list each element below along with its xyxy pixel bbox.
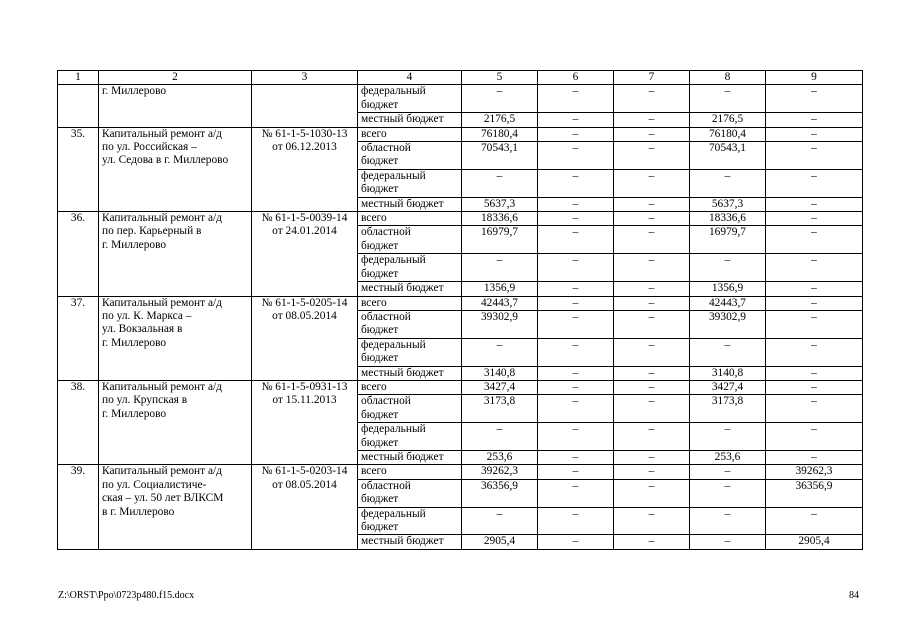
- value-cell-6: –: [538, 296, 614, 310]
- value-cell-7: –: [614, 169, 690, 197]
- table-row: [58, 212, 863, 226]
- row-number: 37.: [58, 296, 99, 380]
- value-cell-9: –: [766, 338, 863, 366]
- value-cell-6: –: [538, 226, 614, 254]
- object-name-line: Капитальный ремонт а/д: [102, 296, 222, 309]
- value-cell-5: 39302,9: [462, 310, 538, 338]
- contract-number: [252, 465, 358, 549]
- object-name-line: г. Миллерово: [102, 336, 167, 349]
- value-cell-8: 2176,5: [690, 113, 766, 127]
- funding-source-line: бюджет: [361, 436, 399, 449]
- value-cell-5: 39262,3: [462, 465, 538, 479]
- value-cell-5: 3173,8: [462, 395, 538, 423]
- value-cell-7: –: [614, 465, 690, 479]
- contract-line: от 06.12.2013: [272, 141, 337, 154]
- value-cell-6: –: [538, 142, 614, 170]
- object-name: [99, 85, 252, 127]
- funding-source-line: федеральный: [361, 338, 426, 351]
- value-cell-8: 70543,1: [690, 142, 766, 170]
- object-name-line: по ул. Крупская в: [102, 394, 188, 407]
- funding-source-line: бюджет: [361, 493, 399, 506]
- funding-source-line: бюджет: [361, 521, 399, 533]
- value-cell-8: –: [690, 479, 766, 507]
- object-name-line: Капитальный ремонт а/д: [102, 127, 222, 140]
- value-cell-6: –: [538, 197, 614, 211]
- value-cell-8: 39302,9: [690, 310, 766, 338]
- value-cell-9: –: [766, 169, 863, 197]
- value-cell-7: –: [614, 338, 690, 366]
- funding-source: [358, 310, 462, 338]
- table-body: [58, 71, 863, 550]
- funding-source: [358, 127, 462, 141]
- value-cell-6: –: [538, 338, 614, 366]
- contract-line: № 61-1-5-1030-13: [261, 127, 348, 140]
- value-cell-7: –: [614, 296, 690, 310]
- funding-source: [358, 226, 462, 254]
- value-cell-5: 1356,9: [462, 282, 538, 296]
- page-number: 84: [849, 590, 859, 601]
- value-cell-5: 253,6: [462, 450, 538, 464]
- row-number: 35.: [58, 127, 99, 211]
- value-cell-5: 3427,4: [462, 380, 538, 394]
- table-row: [58, 296, 863, 310]
- value-cell-5: 36356,9: [462, 479, 538, 507]
- funding-source: [358, 380, 462, 394]
- contract-line: № 61-1-5-0039-14: [261, 212, 348, 225]
- contract-number: [252, 85, 358, 127]
- object-name: [99, 127, 252, 211]
- funding-source-line: бюджет: [361, 98, 399, 111]
- header-cell-9: 9: [766, 71, 863, 85]
- value-cell-9: 36356,9: [766, 479, 863, 507]
- funding-source-line: бюджет: [361, 324, 399, 337]
- header-cell-8: 8: [690, 71, 766, 85]
- funding-source: [358, 197, 462, 211]
- value-cell-5: –: [462, 507, 538, 535]
- funding-source-line: бюджет: [361, 408, 399, 421]
- value-cell-6: –: [538, 282, 614, 296]
- object-name: [99, 212, 252, 296]
- funding-source: [358, 465, 462, 479]
- object-name-line: Капитальный ремонт а/д: [102, 212, 222, 225]
- value-cell-5: 70543,1: [462, 142, 538, 170]
- value-cell-7: –: [614, 85, 690, 113]
- value-cell-5: 2176,5: [462, 113, 538, 127]
- value-cell-8: –: [690, 169, 766, 197]
- value-cell-9: –: [766, 395, 863, 423]
- value-cell-7: –: [614, 142, 690, 170]
- value-cell-8: 76180,4: [690, 127, 766, 141]
- funding-source-line: областной: [361, 395, 411, 408]
- funding-source-line: местный бюджет: [361, 535, 444, 548]
- funding-source: [358, 423, 462, 451]
- funding-source-line: всего: [361, 380, 387, 393]
- row-number: 38.: [58, 380, 99, 464]
- value-cell-6: –: [538, 85, 614, 113]
- funding-source: [358, 296, 462, 310]
- contract-line: от 15.11.2013: [272, 394, 337, 407]
- funding-source-line: бюджет: [361, 267, 399, 280]
- value-cell-9: –: [766, 212, 863, 226]
- value-cell-6: –: [538, 169, 614, 197]
- object-name-line: ул. Седова в г. Миллерово: [102, 154, 229, 167]
- value-cell-6: –: [538, 127, 614, 141]
- header-cell-1: 1: [58, 71, 99, 85]
- value-cell-7: –: [614, 366, 690, 380]
- row-number: [58, 85, 99, 127]
- value-cell-8: –: [690, 423, 766, 451]
- header-cell-4: 4: [358, 71, 462, 85]
- value-cell-6: –: [538, 113, 614, 127]
- funding-source: [358, 366, 462, 380]
- funding-source: [358, 85, 462, 113]
- value-cell-7: –: [614, 282, 690, 296]
- header-cell-3: 3: [252, 71, 358, 85]
- contract-number: [252, 296, 358, 380]
- value-cell-7: –: [614, 395, 690, 423]
- value-cell-9: –: [766, 226, 863, 254]
- funding-source-line: местный бюджет: [361, 282, 444, 295]
- funding-source: [358, 169, 462, 197]
- value-cell-5: –: [462, 423, 538, 451]
- value-cell-6: –: [538, 212, 614, 226]
- funding-source-line: областной: [361, 226, 411, 239]
- object-name-line: Капитальный ремонт а/д: [102, 465, 222, 478]
- value-cell-8: –: [690, 507, 766, 535]
- value-cell-9: –: [766, 310, 863, 338]
- value-cell-9: –: [766, 450, 863, 464]
- contract-line: от 08.05.2014: [272, 478, 337, 491]
- funding-source-line: местный бюджет: [361, 197, 444, 210]
- funding-source: [358, 395, 462, 423]
- value-cell-5: –: [462, 338, 538, 366]
- value-cell-9: –: [766, 85, 863, 113]
- value-cell-9: 39262,3: [766, 465, 863, 479]
- funding-source-line: областной: [361, 479, 411, 492]
- table-row: [58, 465, 863, 479]
- funding-source: [358, 479, 462, 507]
- funding-source-line: бюджет: [361, 155, 399, 168]
- value-cell-7: –: [614, 450, 690, 464]
- value-cell-6: –: [538, 479, 614, 507]
- value-cell-8: –: [690, 254, 766, 282]
- funding-source-line: федеральный: [361, 507, 426, 520]
- value-cell-9: –: [766, 366, 863, 380]
- value-cell-7: –: [614, 535, 690, 549]
- funding-source-line: бюджет: [361, 239, 399, 252]
- value-cell-6: –: [538, 535, 614, 549]
- value-cell-7: –: [614, 197, 690, 211]
- object-name-line: по ул. Социалистиче-: [102, 478, 207, 491]
- value-cell-8: 5637,3: [690, 197, 766, 211]
- funding-source: [358, 282, 462, 296]
- value-cell-8: –: [690, 85, 766, 113]
- contract-line: № 61-1-5-0203-14: [261, 465, 348, 478]
- funding-source-line: федеральный: [361, 169, 426, 182]
- value-cell-5: 76180,4: [462, 127, 538, 141]
- contract-number: [252, 212, 358, 296]
- row-number: 39.: [58, 465, 99, 549]
- funding-source-line: всего: [361, 127, 387, 140]
- value-cell-8: 1356,9: [690, 282, 766, 296]
- value-cell-6: –: [538, 366, 614, 380]
- value-cell-7: –: [614, 226, 690, 254]
- funding-source-line: федеральный: [361, 254, 426, 267]
- value-cell-5: –: [462, 254, 538, 282]
- value-cell-9: –: [766, 254, 863, 282]
- value-cell-9: –: [766, 197, 863, 211]
- funding-source-line: бюджет: [361, 352, 399, 365]
- object-name-line: по ул. Российская –: [102, 141, 197, 154]
- header-cell-7: 7: [614, 71, 690, 85]
- object-name: [99, 296, 252, 380]
- funding-source: [358, 338, 462, 366]
- value-cell-8: 16979,7: [690, 226, 766, 254]
- value-cell-8: –: [690, 535, 766, 549]
- table-row: [58, 127, 863, 141]
- funding-source-line: местный бюджет: [361, 450, 444, 463]
- header-cell-6: 6: [538, 71, 614, 85]
- value-cell-6: –: [538, 465, 614, 479]
- value-cell-7: –: [614, 127, 690, 141]
- value-cell-5: 42443,7: [462, 296, 538, 310]
- table-row: [58, 380, 863, 394]
- funding-source-line: всего: [361, 465, 387, 478]
- funding-source: [358, 535, 462, 549]
- value-cell-6: –: [538, 423, 614, 451]
- contract-number: [252, 380, 358, 464]
- header-cell-2: 2: [99, 71, 252, 85]
- value-cell-5: 2905,4: [462, 535, 538, 549]
- budget-table: [57, 70, 863, 550]
- table-header-row: [58, 71, 863, 85]
- value-cell-5: –: [462, 169, 538, 197]
- funding-source-line: федеральный: [361, 423, 426, 436]
- value-cell-9: –: [766, 423, 863, 451]
- value-cell-9: –: [766, 380, 863, 394]
- funding-source-line: федеральный: [361, 85, 426, 98]
- header-cell-5: 5: [462, 71, 538, 85]
- funding-source-line: местный бюджет: [361, 113, 444, 126]
- object-name-line: по пер. Карьерный в: [102, 225, 202, 238]
- value-cell-8: 3427,4: [690, 380, 766, 394]
- value-cell-8: 18336,6: [690, 212, 766, 226]
- object-name-line: г. Миллерово: [102, 238, 167, 251]
- value-cell-8: –: [690, 338, 766, 366]
- object-name: [99, 380, 252, 464]
- value-cell-6: –: [538, 380, 614, 394]
- value-cell-6: –: [538, 507, 614, 535]
- value-cell-8: 42443,7: [690, 296, 766, 310]
- value-cell-7: –: [614, 507, 690, 535]
- funding-source-line: всего: [361, 296, 387, 309]
- funding-source: [358, 450, 462, 464]
- value-cell-9: –: [766, 282, 863, 296]
- contract-line: от 24.01.2014: [272, 225, 337, 238]
- value-cell-7: –: [614, 423, 690, 451]
- value-cell-5: 3140,8: [462, 366, 538, 380]
- value-cell-9: –: [766, 296, 863, 310]
- funding-source-line: местный бюджет: [361, 366, 444, 379]
- value-cell-8: –: [690, 465, 766, 479]
- value-cell-7: –: [614, 212, 690, 226]
- value-cell-6: –: [538, 310, 614, 338]
- object-name-line: ул. Вокзальная в: [102, 323, 183, 336]
- table-row: [58, 85, 863, 113]
- value-cell-9: –: [766, 127, 863, 141]
- funding-source-line: бюджет: [361, 183, 399, 196]
- funding-source: [358, 254, 462, 282]
- object-name-line: ская – ул. 50 лет ВЛКСМ: [102, 492, 224, 505]
- value-cell-8: 3173,8: [690, 395, 766, 423]
- value-cell-8: 3140,8: [690, 366, 766, 380]
- funding-source: [358, 212, 462, 226]
- object-name: [99, 465, 252, 549]
- funding-source-line: областной: [361, 310, 411, 323]
- contract-number: [252, 127, 358, 211]
- funding-source: [358, 507, 462, 535]
- object-name-line: по ул. К. Маркса –: [102, 309, 192, 322]
- funding-source: [358, 113, 462, 127]
- object-name-line: г. Миллерово: [102, 85, 167, 98]
- value-cell-7: –: [614, 310, 690, 338]
- funding-source-line: всего: [361, 212, 387, 225]
- value-cell-6: –: [538, 254, 614, 282]
- object-name-line: г. Миллерово: [102, 407, 167, 420]
- value-cell-9: 2905,4: [766, 535, 863, 549]
- value-cell-5: –: [462, 85, 538, 113]
- value-cell-7: –: [614, 113, 690, 127]
- value-cell-7: –: [614, 380, 690, 394]
- contract-line: № 61-1-5-0931-13: [261, 380, 348, 393]
- value-cell-5: 18336,6: [462, 212, 538, 226]
- object-name-line: в г. Миллерово: [102, 505, 175, 518]
- footer-file-path: Z:\ORST\Ppo\0723p480.f15.docx: [58, 590, 195, 601]
- object-name-line: Капитальный ремонт а/д: [102, 380, 222, 393]
- contract-line: № 61-1-5-0205-14: [261, 296, 348, 309]
- value-cell-5: 5637,3: [462, 197, 538, 211]
- contract-line: от 08.05.2014: [272, 309, 337, 322]
- value-cell-9: –: [766, 142, 863, 170]
- row-number: 36.: [58, 212, 99, 296]
- value-cell-7: –: [614, 254, 690, 282]
- value-cell-6: –: [538, 395, 614, 423]
- value-cell-6: –: [538, 450, 614, 464]
- funding-source-line: областной: [361, 142, 411, 155]
- value-cell-5: 16979,7: [462, 226, 538, 254]
- value-cell-7: –: [614, 479, 690, 507]
- value-cell-8: 253,6: [690, 450, 766, 464]
- funding-source: [358, 142, 462, 170]
- value-cell-9: –: [766, 507, 863, 535]
- value-cell-9: –: [766, 113, 863, 127]
